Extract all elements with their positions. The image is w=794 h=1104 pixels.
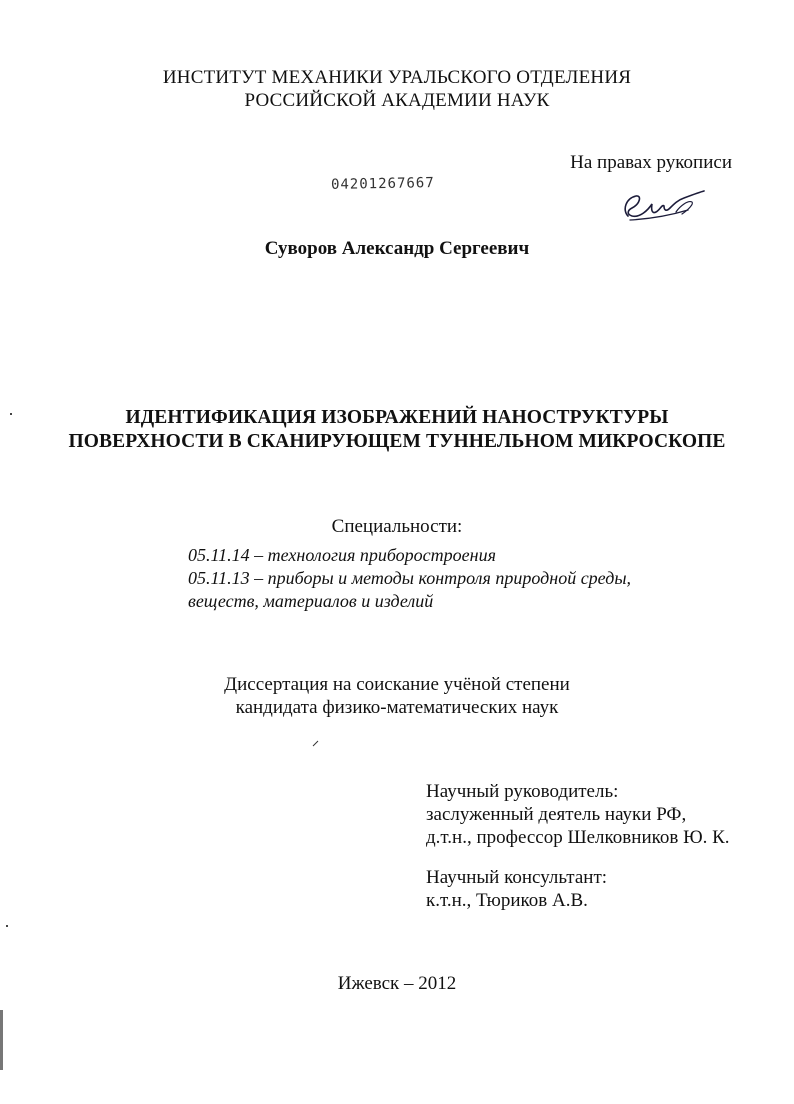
degree-line-2: кандидата физико-математических наук — [235, 697, 559, 718]
title-line-2: ПОВЕРХНОСТИ В СКАНИРУЮЩЕМ ТУННЕЛЬНОМ МИКРОСКОПЕ — [68, 431, 726, 452]
consultant-block — [426, 866, 607, 912]
scan-artifact — [10, 413, 12, 415]
specialty-item: 05.11.13 – приборы и методы контроля природной среды, — [188, 568, 632, 588]
consultant-line-1: к.т.н., Тюриков А.В. — [426, 890, 588, 911]
specialties-list — [188, 544, 748, 613]
scan-artifact — [0, 1010, 3, 1070]
signature-icon — [618, 186, 706, 226]
specialty-item: 05.11.14 – технология приборостроения — [188, 545, 496, 565]
institute-name — [0, 66, 794, 112]
title-line-1: ИДЕНТИФИКАЦИЯ ИЗОБРАЖЕНИЙ НАНОСТРУКТУРЫ — [125, 407, 669, 428]
rights-note: На правах рукописи — [570, 152, 732, 173]
scan-artifact — [6, 925, 8, 927]
city-year: Ижевск – 2012 — [337, 973, 457, 994]
supervisor-heading: Научный руководитель: — [426, 781, 619, 802]
supervisor-block — [426, 780, 730, 849]
degree-statement — [0, 673, 794, 719]
pen-mark-icon — [312, 739, 320, 747]
author-name: Суворов Александр Сергеевич — [264, 238, 530, 259]
supervisor-line-2: д.т.н., профессор Шелковников Ю. К. — [426, 827, 730, 848]
degree-line-1: Диссертация на соискание учёной степени — [224, 674, 570, 695]
specialties-heading: Специальности: — [331, 516, 463, 537]
supervisor-line-1: заслуженный деятель науки РФ, — [426, 804, 687, 825]
dissertation-title — [0, 406, 794, 454]
institute-line-1: ИНСТИТУТ МЕХАНИКИ УРАЛЬСКОГО ОТДЕЛЕНИЯ — [162, 67, 632, 88]
serial-number: 04201267667 — [330, 175, 435, 193]
consultant-heading: Научный консультант: — [426, 867, 608, 888]
institute-line-2: РОССИЙСКОЙ АКАДЕМИИ НАУК — [244, 90, 550, 111]
specialty-item: веществ, материалов и изделий — [188, 591, 434, 611]
